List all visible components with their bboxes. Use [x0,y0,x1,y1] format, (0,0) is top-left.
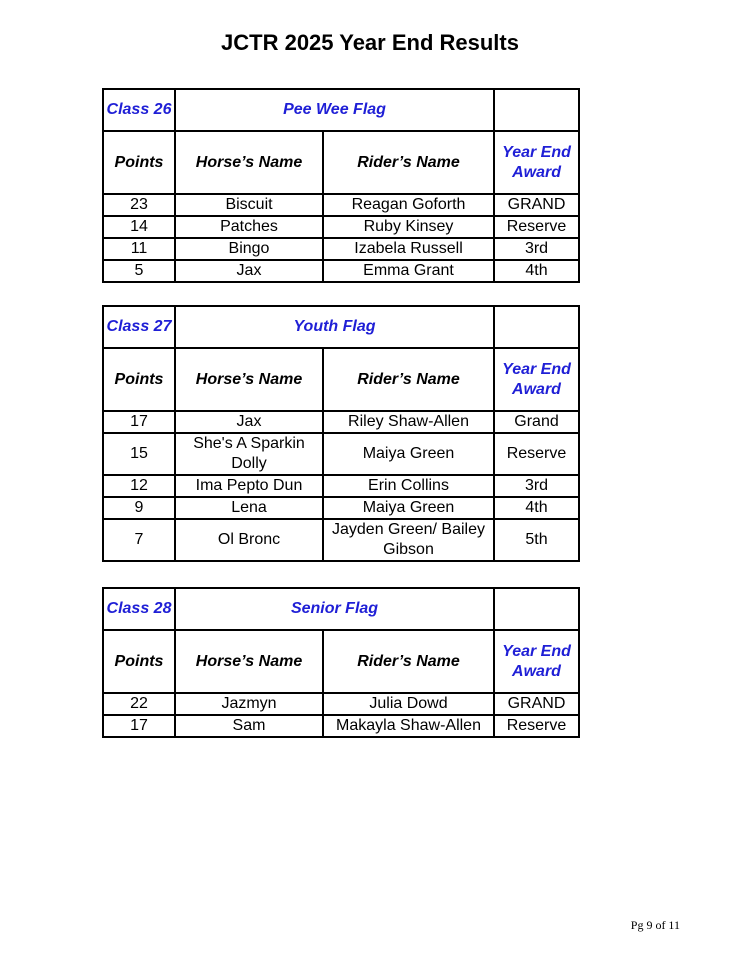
page-title: JCTR 2025 Year End Results [221,30,519,55]
table-row [103,693,579,715]
table-row [103,715,579,737]
class-name: Youth Flag [175,306,494,348]
rider-cell: Maiya Green [323,433,494,475]
table-row [103,497,579,519]
horse-cell: Jax [175,411,323,433]
header-horse: Horse’s Name [175,348,323,411]
page-number: Pg 9 of 11 [630,918,680,932]
award-cell: Reserve [494,433,579,475]
rider-cell: Jayden Green/ Bailey Gibson [323,519,494,561]
class-label: Class 26 [103,89,175,131]
award-cell: 3rd [494,238,579,260]
horse-cell: She's A Sparkin Dolly [175,433,323,475]
class-title-row [103,588,579,630]
award-cell: 4th [494,260,579,282]
horse-cell: Ol Bronc [175,519,323,561]
horse-cell: Lena [175,497,323,519]
horse-cell: Sam [175,715,323,737]
award-cell: 4th [494,497,579,519]
award-cell: 5th [494,519,579,561]
points-cell: 17 [103,715,175,737]
horse-cell: Bingo [175,238,323,260]
class-label: Class 28 [103,588,175,630]
results-table-class-27 [102,305,580,562]
award-cell: Reserve [494,715,579,737]
header-award: Year End Award [494,348,579,411]
class-title-row [103,89,579,131]
rider-cell: Erin Collins [323,475,494,497]
horse-cell: Biscuit [175,194,323,216]
horse-cell: Jazmyn [175,693,323,715]
table-row [103,433,579,475]
points-cell: 9 [103,497,175,519]
header-rider: Rider’s Name [323,131,494,194]
award-cell: GRAND [494,194,579,216]
results-table-class-26 [102,88,580,283]
class-name: Pee Wee Flag [175,89,494,131]
points-cell: 7 [103,519,175,561]
header-points: Points [103,348,175,411]
horse-cell: Patches [175,216,323,238]
header-award: Year End Award [494,131,579,194]
rider-cell: Emma Grant [323,260,494,282]
table-row [103,411,579,433]
award-cell: GRAND [494,693,579,715]
header-rider: Rider’s Name [323,630,494,693]
rider-cell: Riley Shaw-Allen [323,411,494,433]
rider-cell: Makayla Shaw-Allen [323,715,494,737]
rider-cell: Izabela Russell [323,238,494,260]
award-cell: Grand [494,411,579,433]
points-cell: 15 [103,433,175,475]
empty-cell [494,588,579,630]
header-horse: Horse’s Name [175,131,323,194]
points-cell: 11 [103,238,175,260]
header-horse: Horse’s Name [175,630,323,693]
empty-cell [494,306,579,348]
horse-cell: Jax [175,260,323,282]
table-row [103,216,579,238]
points-cell: 14 [103,216,175,238]
points-cell: 17 [103,411,175,433]
award-cell: Reserve [494,216,579,238]
table-row [103,238,579,260]
header-points: Points [103,131,175,194]
header-row [103,630,579,693]
rider-cell: Maiya Green [323,497,494,519]
points-cell: 23 [103,194,175,216]
horse-cell: Ima Pepto Dun [175,475,323,497]
rider-cell: Reagan Goforth [323,194,494,216]
table-row [103,194,579,216]
results-table-class-28 [102,587,580,738]
table-row [103,260,579,282]
header-row [103,348,579,411]
empty-cell [494,89,579,131]
header-points: Points [103,630,175,693]
header-row [103,131,579,194]
points-cell: 12 [103,475,175,497]
header-rider: Rider’s Name [323,348,494,411]
rider-cell: Julia Dowd [323,693,494,715]
class-label: Class 27 [103,306,175,348]
class-title-row [103,306,579,348]
points-cell: 5 [103,260,175,282]
points-cell: 22 [103,693,175,715]
award-cell: 3rd [494,475,579,497]
table-row [103,475,579,497]
rider-cell: Ruby Kinsey [323,216,494,238]
table-row [103,519,579,561]
class-name: Senior Flag [175,588,494,630]
header-award: Year End Award [494,630,579,693]
